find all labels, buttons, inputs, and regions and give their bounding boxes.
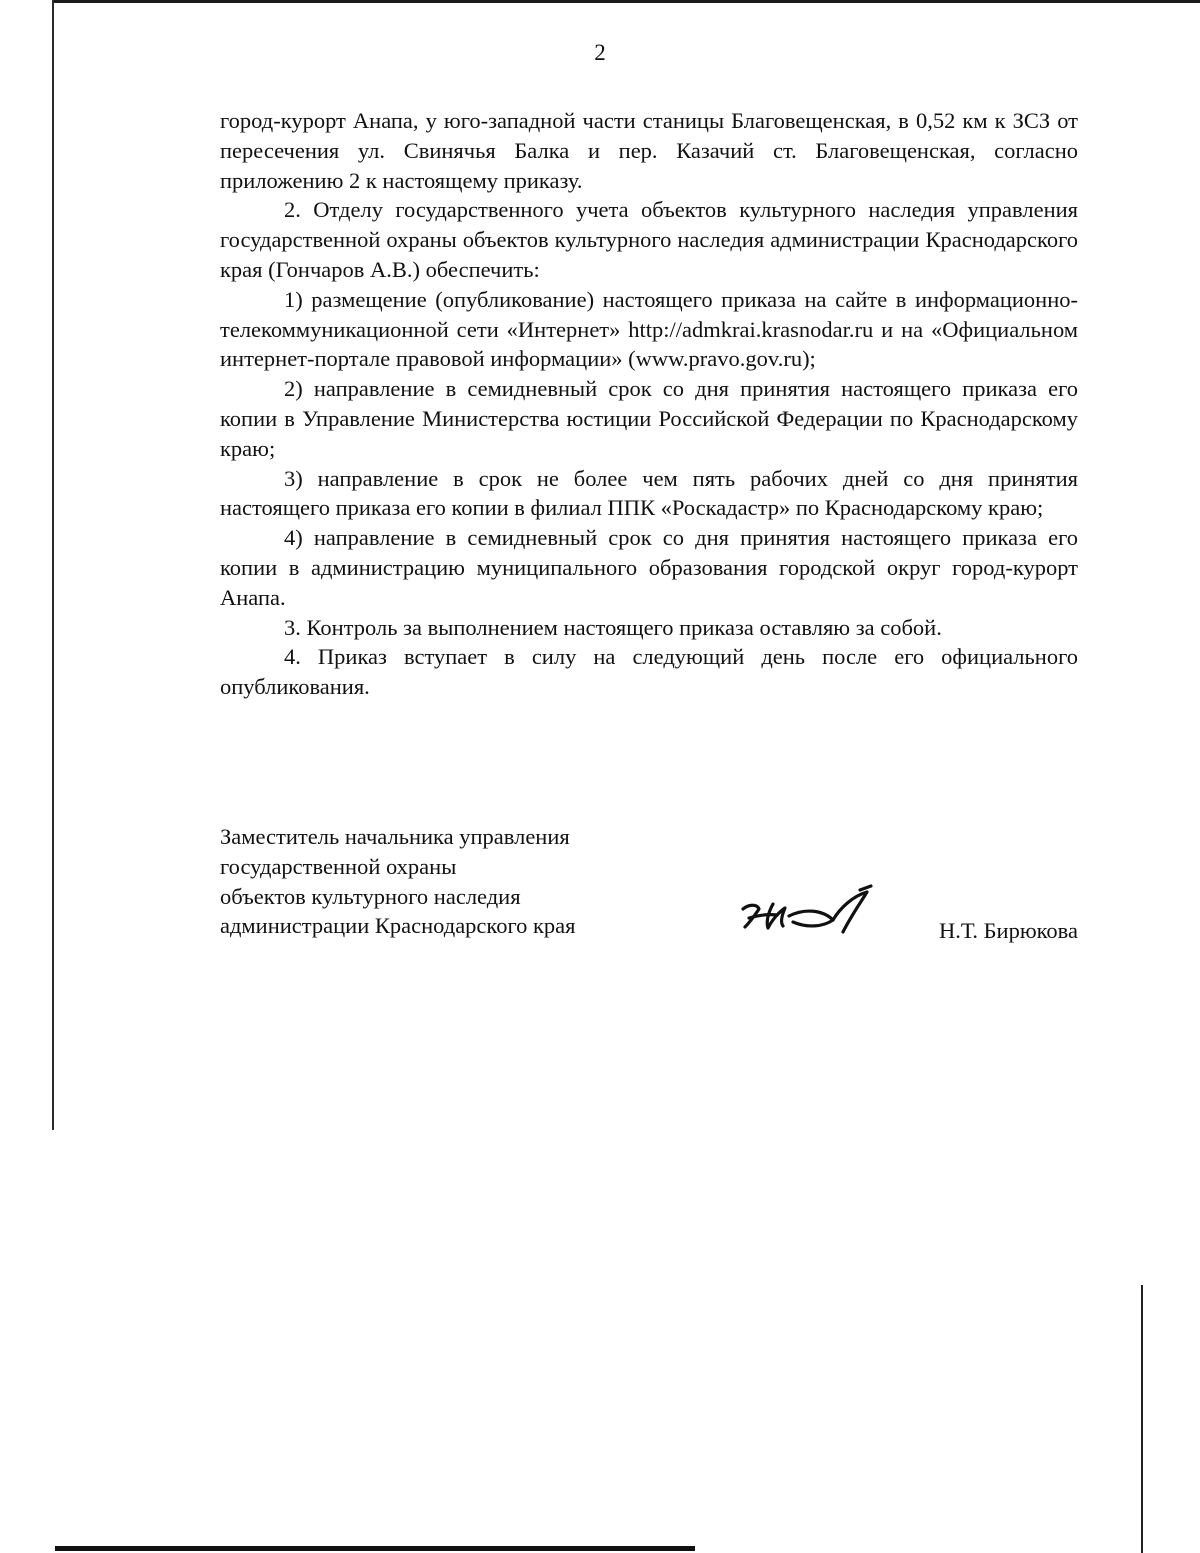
signer-title-line: объектов культурного наследия <box>220 883 521 909</box>
paragraph-subitem-1: 1) размещение (опубликование) настоящего приказа на сайте в информационно-телекоммуникационной сети «Интернет» http://admkrai.krasnodar.ru и на «Официальном интернет-портале правовой информации» (www.pravo.gov.ru); <box>220 286 1078 372</box>
signer-name: Н.Т. Бирюкова <box>939 918 1078 943</box>
scan-border-right <box>1141 1285 1143 1553</box>
paragraph-subitem-4: 4) направление в семидневный срок со дня принятия настоящего приказа его копии в администрацию муниципального образования городской округ город-курорт Анапа. <box>220 525 1078 610</box>
signer-title-line: Заместитель начальника управления <box>220 824 570 849</box>
scan-border-bottom <box>55 1546 695 1551</box>
paragraph-item-4: 4. Приказ вступает в силу на следующий день после его официального опубликования. <box>220 644 1078 700</box>
signer-title-line: администрации Краснодарского края <box>220 913 576 939</box>
page-number: 2 <box>594 40 606 65</box>
paragraph-item-3: 3. Контроль за выполнением настоящего приказа оставляю за собой. <box>284 614 942 640</box>
paragraph-item-2: 2. Отделу государственного учета объектов культурного наследия управления государственной охраны объектов культурного наследия администрации Краснодарского края (Гончаров А.В.) обеспечить: <box>220 197 1078 282</box>
paragraph-subitem-3: 3) направление в срок не более чем пять рабочих дней со дня принятия настоящего приказа его копии в филиал ППК «Роскадастр» по Краснодарскому краю; <box>220 465 1078 521</box>
paragraph-continuation: город-курорт Анапа, у юго-западной части станицы Благовещенская, в 0,52 км к ЗСЗ от пересечения ул. Свинячья Балка и пер. Казачий ст. Благовещенская, согласно приложению 2 к настоящему приказу. <box>220 108 1078 193</box>
signer-title-line: государственной охраны <box>220 853 457 879</box>
paragraph-subitem-2: 2) направление в семидневный срок со дня принятия настоящего приказа его копии в Управление Министерства юстиции Российской Федерации по Краснодарскому краю; <box>220 376 1078 461</box>
handwritten-signature <box>735 882 875 942</box>
document-body <box>220 106 1078 702</box>
scan-border-left <box>52 0 54 1130</box>
signature-block <box>220 822 1078 952</box>
scan-border-top <box>52 0 1200 3</box>
